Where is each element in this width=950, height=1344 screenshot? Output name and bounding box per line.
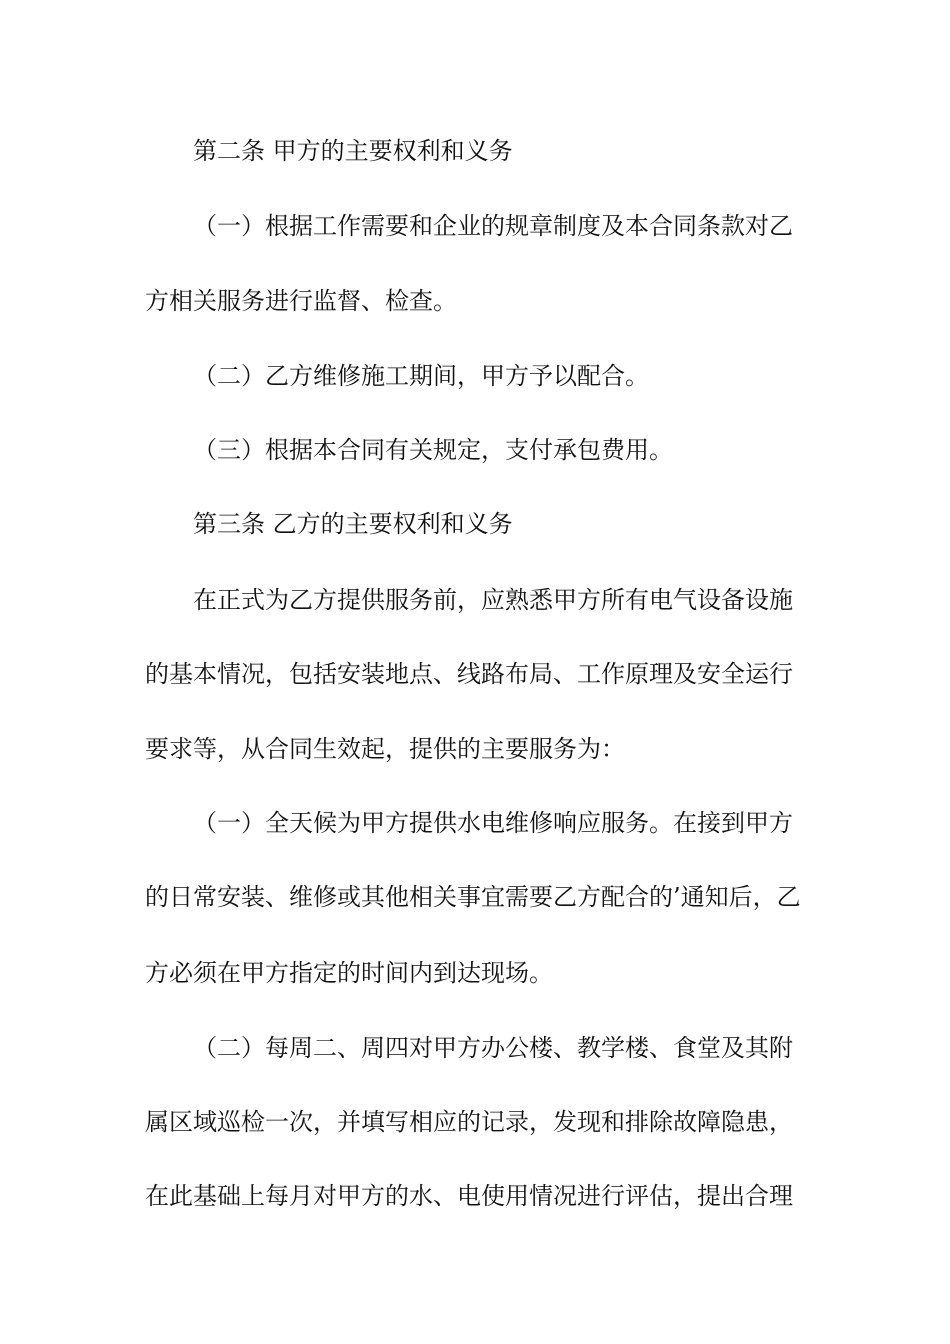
- paragraph-line: （一）全天候为甲方提供水电维修响应服务。在接到甲方: [193, 809, 793, 837]
- article-3-heading: 第三条 乙方的主要权利和义务: [193, 510, 513, 538]
- paragraph-line: 的日常安装、维修或其他相关事宜需要乙方配合的’通知后，乙: [145, 883, 801, 911]
- paragraph-line: 的基本情况，包括安装地点、线路布局、工作原理及安全运行: [145, 660, 793, 688]
- paragraph-line: 方相关服务进行监督、检查。: [145, 287, 457, 315]
- paragraph-line: 在正式为乙方提供服务前，应熟悉甲方所有电气设备设施: [193, 586, 793, 614]
- paragraph-line: 属区域巡检一次，并填写相应的记录，发现和排除故障隐患，: [145, 1108, 793, 1136]
- paragraph-line: （三）根据本合同有关规定，支付承包费用。: [193, 436, 673, 464]
- article-2-heading: 第二条 甲方的主要权利和义务: [193, 137, 513, 165]
- paragraph-line: （二）乙方维修施工期间，甲方予以配合。: [193, 362, 649, 390]
- paragraph-line: （一）根据工作需要和企业的规章制度及本合同条款对乙: [193, 212, 793, 240]
- paragraph-line: 要求等，从合同生效起，提供的主要服务为：: [145, 735, 625, 763]
- paragraph-line: 在此基础上每月对甲方的水、电使用情况进行评估，提出合理: [145, 1182, 793, 1210]
- paragraph-line: 方必须在甲方指定的时间内到达现场。: [145, 959, 553, 987]
- paragraph-line: （二）每周二、周四对甲方办公楼、教学楼、食堂及其附: [193, 1034, 793, 1062]
